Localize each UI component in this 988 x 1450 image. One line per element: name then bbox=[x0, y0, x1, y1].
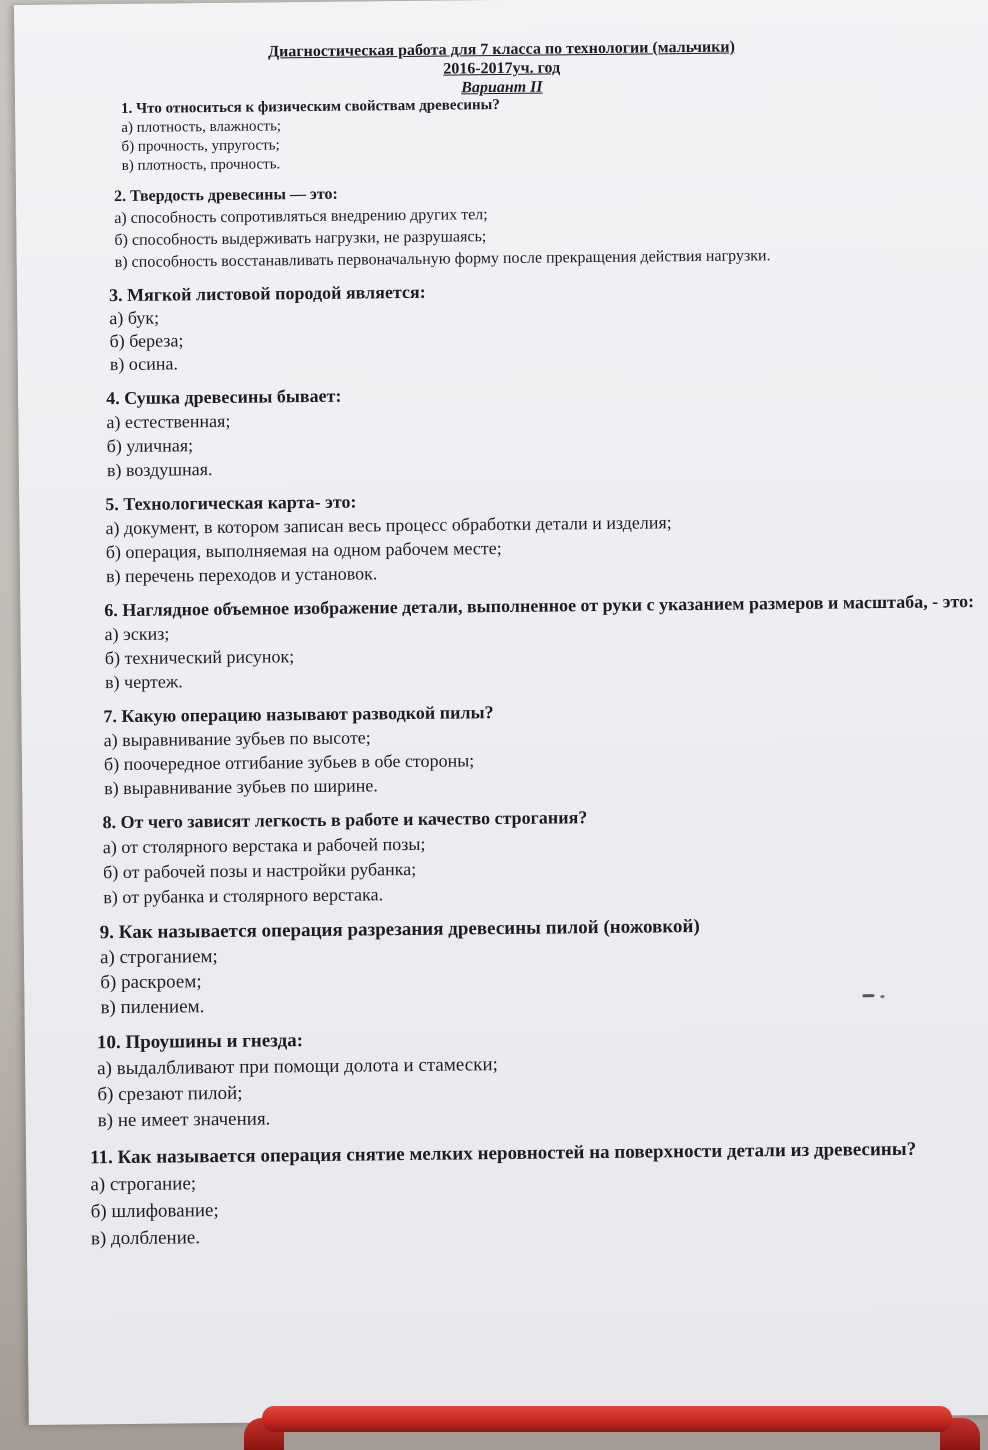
answer-option: в) осина. bbox=[109, 353, 179, 375]
question-title: 2. Твердость древесины — это: bbox=[113, 185, 338, 206]
question-title: 1. Что относиться к физическим свойствам древесины? bbox=[121, 97, 500, 117]
question-3 bbox=[17, 275, 988, 377]
question-10 bbox=[25, 1021, 988, 1135]
question-list bbox=[15, 91, 988, 1263]
document-stand bbox=[262, 1406, 952, 1432]
question-5 bbox=[19, 483, 988, 589]
variant-label: Вариант II bbox=[461, 78, 543, 97]
answer-option: б) шлифование; bbox=[90, 1200, 219, 1223]
answer-option: в) способность восстанавливать первоначальную форму после прекращения действия нагрузки. bbox=[114, 247, 771, 272]
answer-option: а) от столярного верстака и рабочей позы; bbox=[102, 833, 426, 858]
question-6 bbox=[20, 589, 988, 695]
question-2 bbox=[16, 177, 988, 275]
question-9 bbox=[24, 911, 988, 1021]
answer-option: а) способность сопротивляться внедрению других тел; bbox=[114, 206, 488, 228]
pen-mark bbox=[862, 994, 874, 997]
question-title: 7. Какую операцию называют разводкой пилы? bbox=[103, 702, 494, 727]
answer-option: а) выдалбливают при помощи долота и стамески; bbox=[97, 1054, 498, 1080]
answer-option: в) чертеж. bbox=[105, 671, 183, 693]
question-7 bbox=[21, 695, 988, 801]
answer-option: б) технический рисунок; bbox=[104, 646, 295, 669]
answer-option: б) поочередное отгибание зубьев в обе стороны; bbox=[103, 750, 475, 775]
answer-option: а) строгание; bbox=[90, 1173, 197, 1196]
answer-option: в) пилением. bbox=[100, 996, 205, 1019]
answer-option: в) плотность, прочность. bbox=[121, 156, 281, 174]
question-title: 11. Как называется операция снятие мелких неровностей на поверхности детали из древесины? bbox=[89, 1138, 917, 1169]
answer-option: б) от рабочей позы и настройки рубанка; bbox=[103, 858, 417, 883]
question-title: 9. Как называется операция разрезания древесины пилой (ножовкой) bbox=[99, 915, 700, 944]
answer-option: в) от рубанка и столярного верстака. bbox=[103, 884, 384, 908]
answer-option: а) документ, в котором записан весь процесс обработки детали и изделия; bbox=[105, 512, 672, 539]
answer-option: в) не имеет значения. bbox=[97, 1108, 271, 1132]
paper-sheet bbox=[14, 0, 988, 1425]
answer-option: в) воздушная. bbox=[106, 459, 213, 481]
answer-option: в) выравнивание зубьев по ширине. bbox=[104, 775, 378, 799]
question-title: 10. Проушины и гнезда: bbox=[96, 1030, 304, 1054]
answer-option: а) бук; bbox=[109, 307, 160, 329]
answer-option: б) прочность, упругость; bbox=[121, 137, 280, 155]
answer-option: б) способность выдерживать нагрузки, не разрушаясь; bbox=[114, 228, 487, 250]
question-8 bbox=[22, 801, 988, 911]
school-year: 2016-2017уч. год bbox=[443, 59, 561, 78]
answer-option: б) уличная; bbox=[106, 435, 194, 457]
answer-option: а) выравнивание зубьев по высоте; bbox=[103, 727, 371, 751]
answer-option: б) операция, выполняемая на одном рабочем месте; bbox=[105, 538, 502, 563]
answer-option: а) естественная; bbox=[106, 410, 231, 433]
answer-option: в) перечень переходов и установок. bbox=[105, 563, 378, 587]
question-title: 6. Наглядное объемное изображение детали, выполненное от руки с указанием размеров и масштаба, - это: bbox=[104, 591, 975, 621]
answer-option: а) строганием; bbox=[99, 946, 218, 969]
question-1 bbox=[15, 91, 988, 177]
pen-mark bbox=[880, 995, 884, 998]
answer-option: а) эскиз; bbox=[104, 623, 170, 645]
question-title: 3. Мягкой листовой породой является: bbox=[108, 281, 426, 306]
question-title: 8. От чего зависят легкость в работе и качество строгания? bbox=[102, 807, 588, 833]
answer-option: б) срезают пилой; bbox=[97, 1082, 243, 1106]
answer-option: а) плотность, влажность; bbox=[121, 118, 282, 136]
question-4 bbox=[18, 377, 988, 483]
document-title: Диагностическая работа для 7 класса по технологии (мальчики) bbox=[268, 38, 736, 61]
question-11 bbox=[26, 1135, 988, 1253]
question-title: 5. Технологическая карта- это: bbox=[105, 491, 357, 515]
answer-option: б) раскроем; bbox=[100, 971, 202, 994]
answer-option: б) береза; bbox=[109, 330, 184, 352]
question-title: 4. Сушка древесины бывает: bbox=[106, 385, 342, 409]
answer-option: в) долбление. bbox=[90, 1227, 201, 1250]
